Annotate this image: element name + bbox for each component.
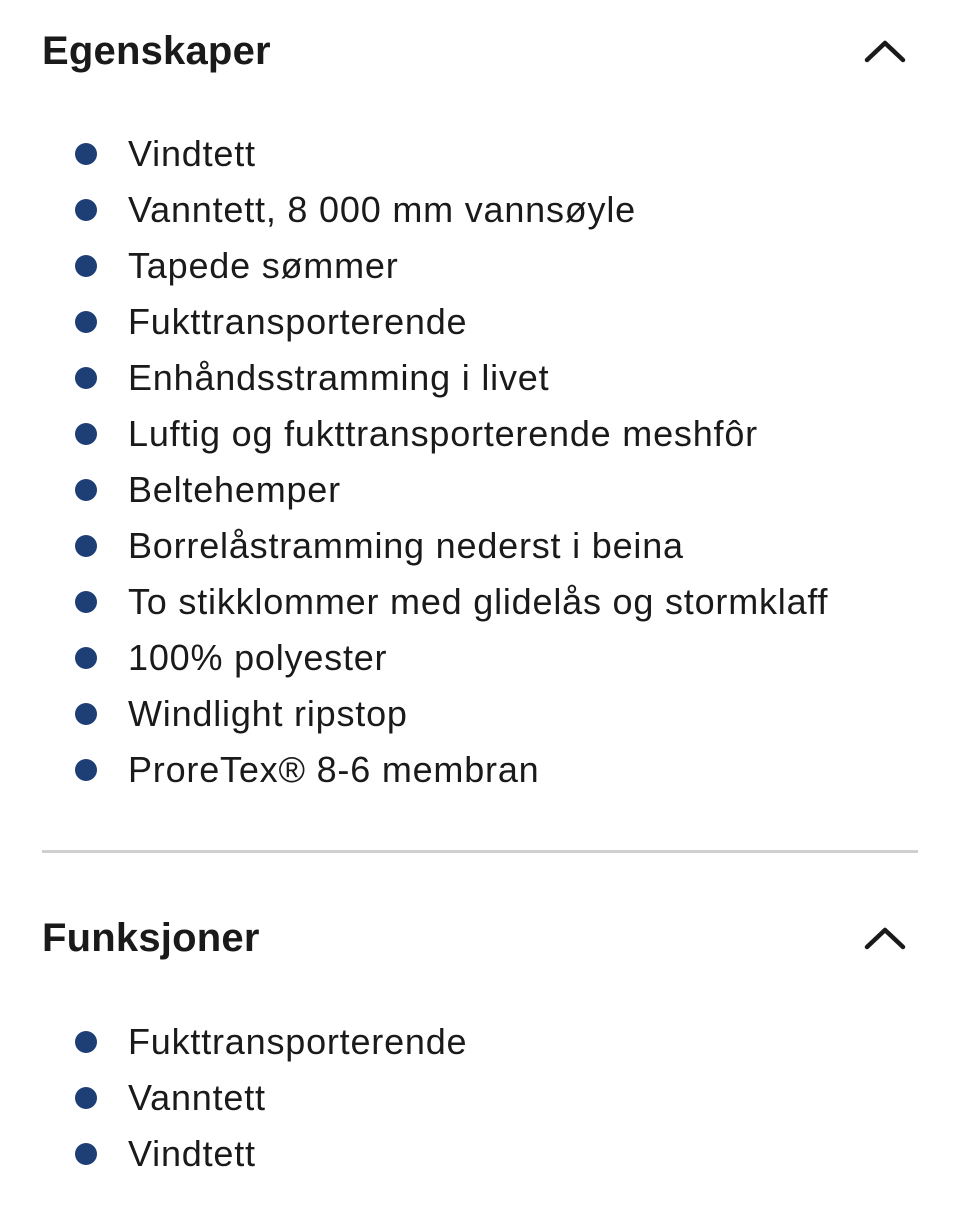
list-item: [42, 686, 828, 742]
list-item-label: Vanntett, 8 000 mm vannsøyle: [128, 189, 636, 230]
chevron-up-icon[interactable]: [864, 922, 906, 952]
feature-list-funksjoner: [42, 1014, 467, 1182]
list-item: [42, 462, 828, 518]
bullet-dot: [75, 479, 97, 501]
bullet-dot: [75, 423, 97, 445]
list-item-label: Windlight ripstop: [128, 693, 408, 734]
bullet-dot: [75, 703, 97, 725]
list-item: [42, 518, 828, 574]
bullet-dot: [75, 591, 97, 613]
section-funksjoner: [42, 908, 918, 968]
list-item: [42, 182, 828, 238]
list-item-label: Fukttransporterende: [128, 301, 468, 342]
list-item: [42, 1126, 467, 1182]
list-item: [42, 126, 828, 182]
bullet-dot: [75, 1031, 97, 1053]
list-item-label: 100% polyester: [128, 637, 388, 678]
bullet-dot: [75, 1087, 97, 1109]
list-item-label: Vindtett: [128, 133, 256, 174]
bullet-dot: [75, 367, 97, 389]
bullet-dot: [75, 647, 97, 669]
list-item: [42, 406, 828, 462]
bullet-dot: [75, 143, 97, 165]
list-item: [42, 294, 828, 350]
list-item: [42, 1070, 467, 1126]
list-item: [42, 350, 828, 406]
bullet-dot: [75, 535, 97, 557]
list-item-label: ProreTex® 8-6 membran: [128, 749, 540, 790]
list-item: [42, 630, 828, 686]
section-header-funksjoner[interactable]: [42, 908, 918, 968]
list-item: [42, 574, 828, 630]
list-item: [42, 1014, 467, 1070]
list-item-label: Vanntett: [128, 1077, 266, 1118]
bullet-dot: [75, 311, 97, 333]
section-title: Funksjoner: [42, 916, 260, 960]
section-header-egenskaper[interactable]: [42, 21, 918, 81]
list-item-label: Vindtett: [128, 1133, 256, 1174]
list-item-label: To stikklommer med glidelås og stormklaff: [128, 581, 829, 622]
list-item-label: Fukttransporterende: [128, 1021, 468, 1062]
section-divider: [42, 850, 918, 853]
bullet-dot: [75, 1143, 97, 1165]
list-item-label: Borrelåstramming nederst i beina: [128, 525, 684, 566]
bullet-dot: [75, 255, 97, 277]
section-egenskaper: [42, 21, 918, 81]
section-title: Egenskaper: [42, 29, 271, 73]
list-item-label: Luftig og fukttransporterende meshfôr: [128, 413, 758, 454]
list-item-label: Enhåndsstramming i livet: [128, 357, 550, 398]
list-item-label: Beltehemper: [128, 469, 341, 510]
feature-list-egenskaper: [42, 126, 828, 798]
list-item-label: Tapede sømmer: [128, 245, 399, 286]
bullet-dot: [75, 759, 97, 781]
list-item: [42, 238, 828, 294]
bullet-dot: [75, 199, 97, 221]
chevron-up-icon[interactable]: [864, 35, 906, 65]
list-item: [42, 742, 828, 798]
